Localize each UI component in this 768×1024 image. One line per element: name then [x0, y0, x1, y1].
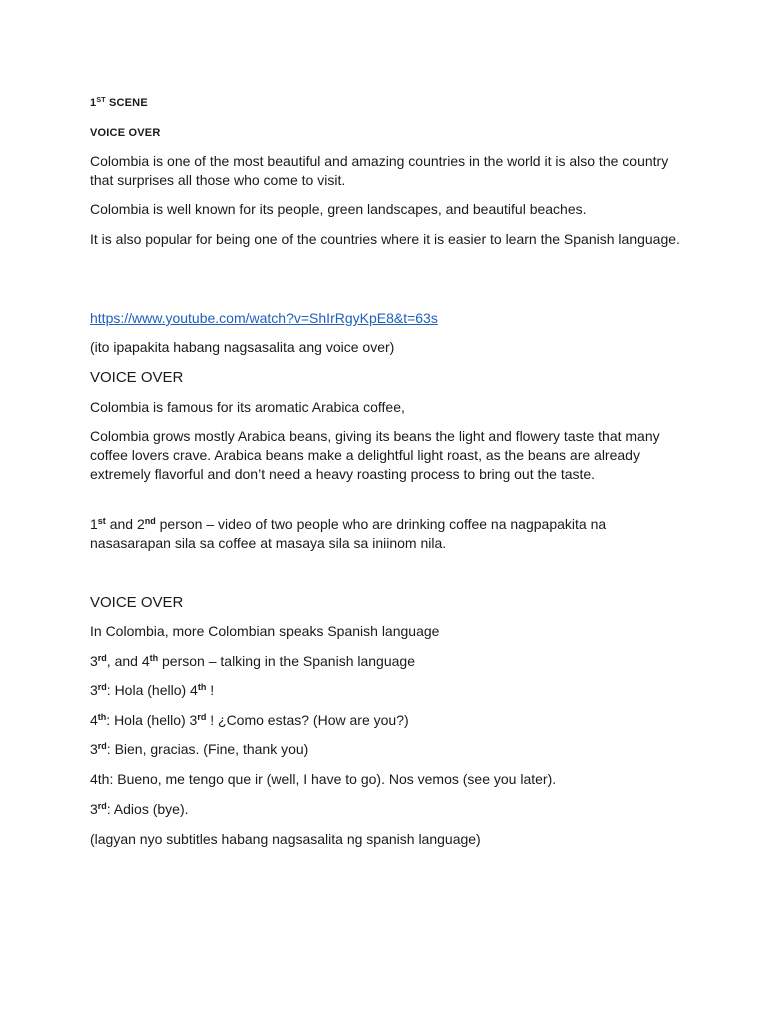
- dialogue-line: 4th: Hola (hello) 3rd ! ¿Como estas? (How are you?): [90, 712, 409, 728]
- scene-ordinal: ST: [96, 97, 106, 104]
- dialogue-line: 3rd: Bien, gracias. (Fine, thank you): [90, 741, 309, 757]
- paragraph-arabica-beans: Colombia grows mostly Arabica beans, giving its beans the light and flowery taste that many coffee lovers crave. Arabica beans make a delightful light roast, as the beans are already extremely flavorful and don’t need a heavy roasting process to bring out the taste.: [90, 428, 660, 482]
- dialogue-line: 4th: Bueno, me tengo que ir (well, I have to go). Nos vemos (see you later).: [90, 771, 557, 787]
- scene-word: SCENE: [108, 97, 148, 109]
- note-voice-over: (ito ipapakita habang nagsasalita ang voice over): [90, 339, 395, 355]
- paragraph-spanish-popular: It is also popular for being one of the countries where it is easier to learn the Spanish language.: [90, 231, 680, 247]
- paragraph-persons-1-2: 1st and 2nd person – video of two people who are drinking coffee na nagpapakita na nasasarapan sila sa coffee at masaya sila sa iniinom nila.: [90, 516, 607, 551]
- dialogue-line: 3rd: Adios (bye).: [90, 801, 189, 817]
- voice-over-heading: VOICE OVER: [90, 127, 161, 139]
- paragraph-colombia-intro: Colombia is one of the most beautiful and amazing countries in the world it is also the country that surprises all those who come to visit.: [90, 153, 669, 188]
- note-subtitles: (lagyan nyo subtitles habang nagsasalita ng spanish language): [90, 831, 481, 847]
- scene-number: 1: [90, 97, 97, 109]
- scene-heading: [90, 94, 148, 113]
- voice-over-label: VOICE OVER: [90, 369, 184, 386]
- paragraph-coffee-famous: Colombia is famous for its aromatic Arabica coffee,: [90, 399, 405, 415]
- paragraph-spanish-speakers: In Colombia, more Colombian speaks Spanish language: [90, 623, 440, 639]
- dialogue-line: 3rd: Hola (hello) 4th !: [90, 682, 215, 698]
- voice-over-label-2: VOICE OVER: [90, 594, 184, 611]
- video-link-paragraph: [90, 309, 680, 328]
- youtube-link[interactable]: https://www.youtube.com/watch?v=ShIrRgyKpE8&t=63s: [90, 310, 438, 326]
- paragraph-colombia-known: Colombia is well known for its people, green landscapes, and beautiful beaches.: [90, 201, 587, 217]
- paragraph-persons-3-4: 3rd, and 4th person – talking in the Spanish language: [90, 653, 415, 669]
